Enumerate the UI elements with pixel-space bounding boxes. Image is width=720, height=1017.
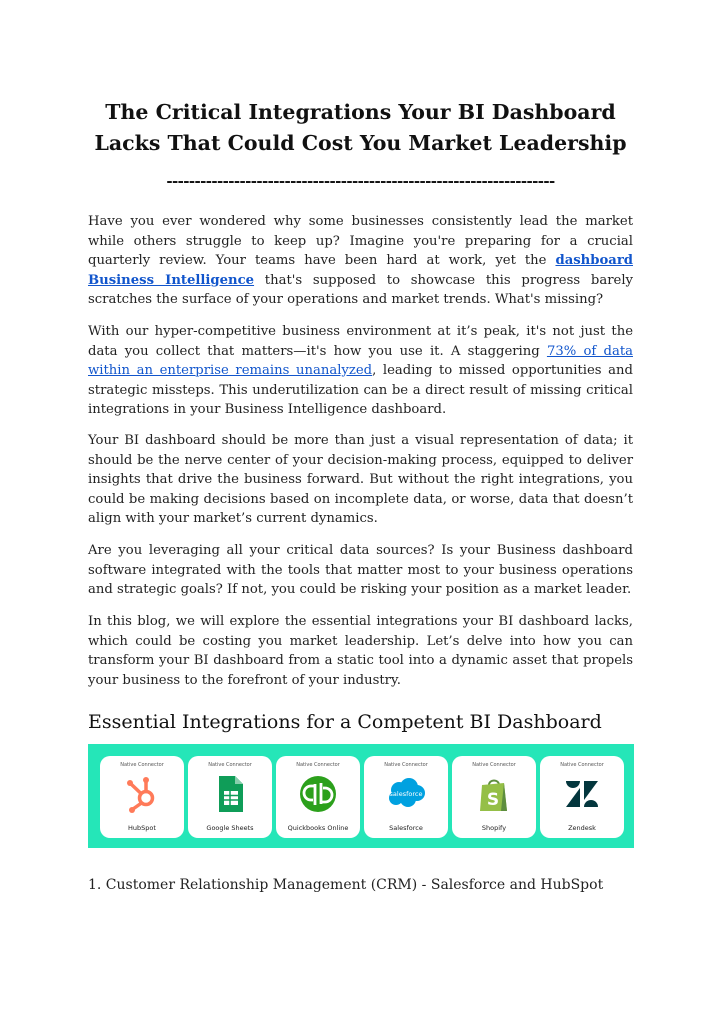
connector-name: Salesforce	[389, 824, 423, 832]
connector-card-google-sheets	[188, 756, 272, 838]
connector-card-zendesk	[540, 756, 624, 838]
connector-name: Google Sheets	[206, 824, 254, 832]
p2-text-after: , leading to missed opportunities and strategic missteps. This underutilization can be a direct result of missing critical integrations in your Business Intelligence dashboard.	[88, 363, 633, 417]
connector-name: Shopify	[481, 824, 507, 832]
salesforce-icon	[386, 774, 426, 814]
google-sheets-icon	[210, 774, 250, 814]
nerve-center-paragraph: Your BI dashboard should be more than just a visual representation of data; it should be the nerve center of your decision-making process, equipped to deliver insights that drive the business forward. But without the right integrations, you could be making decisions based on incomplete data, or worse, data that doesn’t align with your market’s current dynamics.	[88, 433, 633, 526]
zendesk-icon	[562, 774, 602, 814]
connector-tag: Native Connector	[120, 762, 164, 768]
svg-text:S: S	[486, 790, 500, 810]
intro-paragraph	[88, 212, 633, 310]
connector-name: HubSpot	[128, 824, 156, 832]
connector-card-hubspot	[100, 756, 184, 838]
connector-name: Quickbooks Online	[287, 824, 349, 832]
dashboard-bi-link[interactable]: dashboard Business Intelligence	[88, 253, 633, 288]
data-paragraph	[88, 322, 633, 420]
hubspot-icon	[122, 774, 162, 814]
connector-tag: Native Connector	[296, 762, 340, 768]
salesforce-logo-text: salesforce	[389, 790, 423, 798]
section-heading: Essential Integrations for a Competent BI Dashboard	[88, 711, 602, 733]
connectors-banner	[88, 744, 634, 848]
shopify-icon	[474, 774, 514, 814]
p1-text-before: Have you ever wondered why some businesses consistently lead the market while others struggle to keep up? Imagine you're preparing for a crucial quarterly review. Your teams have been hard at work, yet the	[88, 214, 633, 268]
crm-subheading: 1. Customer Relationship Management (CRM) - Salesforce and HubSpot	[88, 877, 604, 893]
questions-paragraph: Are you leveraging all your critical data sources? Is your Business dashboard software integrated with the tools that matter most to your business operations and strategic goals? If not, you could be risking your position as a market leader.	[88, 543, 633, 597]
connector-tag: Native Connector	[472, 762, 516, 768]
connector-tag: Native Connector	[384, 762, 428, 768]
quickbooks-icon	[298, 774, 338, 814]
connector-card-quickbooks	[276, 756, 360, 838]
connector-card-salesforce	[364, 756, 448, 838]
connector-tag: Native Connector	[560, 762, 604, 768]
p1-text-after: that's supposed to showcase this progress barely scratches the surface of your operations and market trends. What's missing?	[88, 272, 633, 307]
page-title: The Critical Integrations Your BI Dashboard Lacks That Could Cost You Market Leadership	[94, 100, 627, 155]
blog-intro-paragraph: In this blog, we will explore the essential integrations your BI dashboard lacks, which could be costing you market leadership. Let’s delve into how you can transform your BI dashboard from a static tool into a dynamic asset that propels your business to the forefront of your industry.	[88, 614, 633, 688]
connector-tag: Native Connector	[208, 762, 252, 768]
p2-text-before: With our hyper-competitive business environment at it’s peak, it's not just the data you collect that matters—it's how you use it. A staggering	[88, 324, 633, 359]
connector-name: Zendesk	[568, 824, 596, 832]
divider-line: ---------------------------------------------------------------------	[166, 172, 555, 190]
unanalyzed-data-link[interactable]: 73% of data within an enterprise remains unanalyzed	[88, 343, 633, 378]
connector-card-shopify	[452, 756, 536, 838]
